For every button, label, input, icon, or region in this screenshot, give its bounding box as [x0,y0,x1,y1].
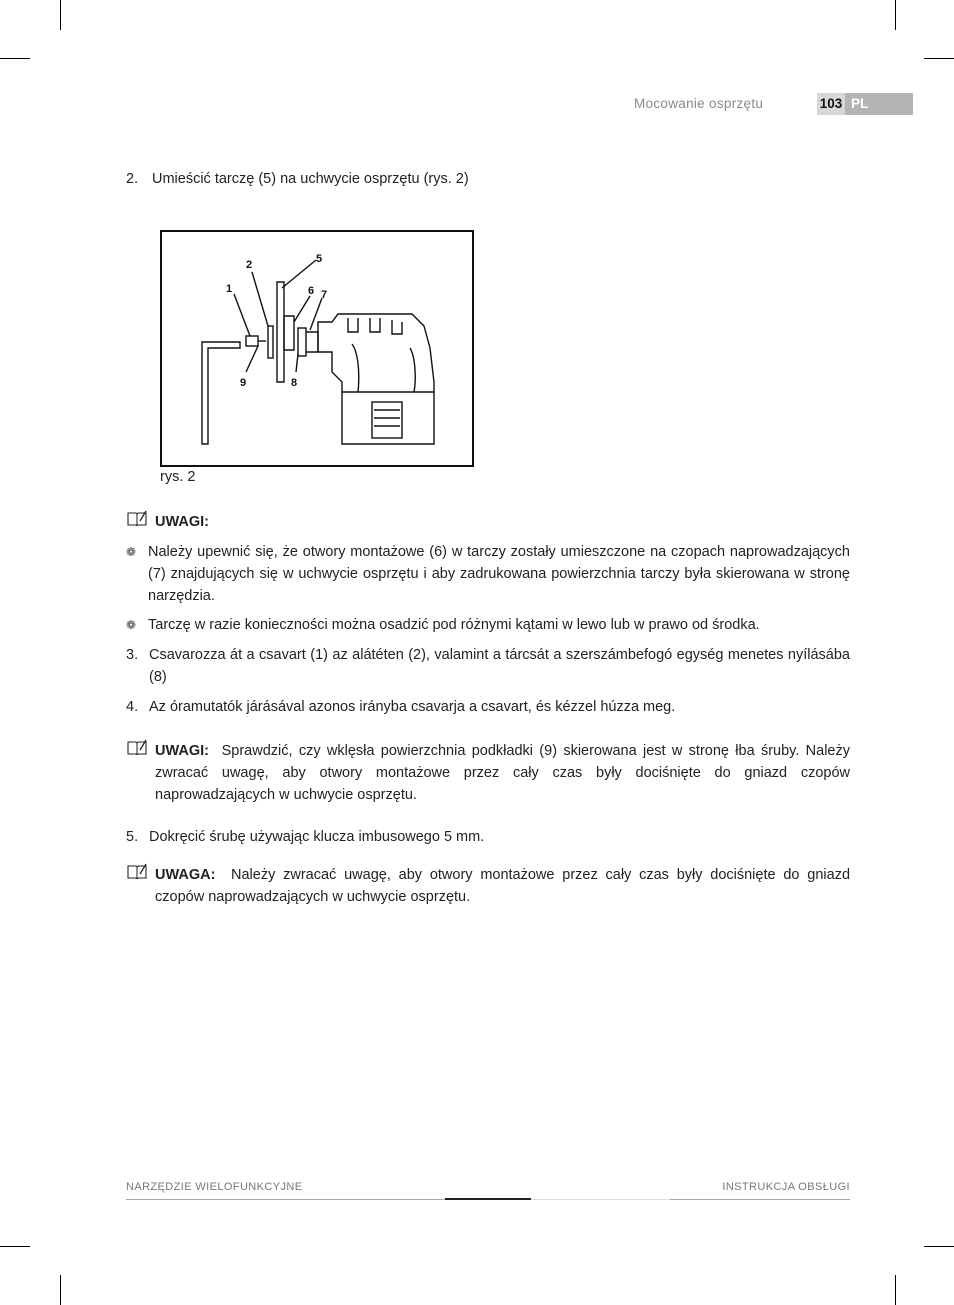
footer-right: INSTRUKCJA OBSŁUGI [722,1181,850,1193]
svg-text:5: 5 [316,253,323,265]
note-book-icon [127,863,147,879]
note-bullet-text: Tarczę w razie konieczności można osadzić pod różnymi kątami w lewo lub w prawo od środka. [148,617,760,633]
note-book-icon [127,510,147,526]
crop-mark [924,1246,954,1247]
step-number: 3. [126,647,139,663]
step-number: 4. [126,699,139,715]
note-book-icon [127,739,147,755]
svg-text:8: 8 [291,377,298,389]
step-text: Dokręcić śrubę używając klucza imbusowego 5 mm. [149,829,485,845]
section-title: Mocowanie osprzętu [634,96,764,111]
language-code: PL [851,96,869,111]
gear-bullet-icon: ❁ [126,545,137,559]
crop-mark [60,0,61,30]
step-text: Csavarozza át a csavart (1) az alátéten (2), valamint a tárcsát a szerszámbefogó egység menetes nyílásába (8) [149,647,850,685]
crop-mark [895,0,896,30]
svg-text:6: 6 [308,285,315,297]
footer-rule [126,1199,445,1200]
note-label: UWAGI: [155,743,209,759]
figure-rys2 [160,230,474,467]
note-label: UWAGI: [155,514,209,530]
step-number: 5. [126,829,139,845]
crop-mark [60,1275,61,1305]
page-number: 103 [817,93,845,115]
figure-caption: rys. 2 [160,469,196,485]
crop-mark [0,1246,30,1247]
footer-rule [531,1199,670,1200]
note-text: Należy zwracać uwagę, aby otwory montażowe przez cały czas były dociśnięte do gniazd czopów naprowadzających w uchwycie osprzętu. [155,867,851,905]
step-number: 2. [126,171,139,187]
note-paragraph [155,740,850,806]
footer-rule [670,1199,850,1200]
footer-left: NARZĘDZIE WIELOFUNKCYJNE [126,1181,303,1193]
gear-bullet-icon: ❁ [126,618,137,632]
svg-text:7: 7 [321,289,328,301]
crop-mark [924,58,954,59]
svg-text:9: 9 [240,377,247,389]
crop-mark [895,1275,896,1305]
svg-text:1: 1 [226,283,233,295]
crop-mark [0,58,30,59]
step-text: Az óramutatók járásával azonos irányba csavarja a csavart, és kézzel húzza meg. [149,699,676,715]
note-bullet-text: Należy upewnić się, że otwory montażowe (6) w tarczy zostały umieszczone na czopach naprowadzających (7) znajdujących się w uchwycie osprzętu i aby zadrukowana powierzchnia tarczy była skierowana w stronę narzędzia. [148,544,850,604]
svg-text:2: 2 [246,259,253,271]
note-label: UWAGA: [155,867,216,883]
note-paragraph [155,864,850,908]
note-text: Sprawdzić, czy wklęsła powierzchnia podkładki (9) skierowana jest w stronę łba śruby. Należy zwracać uwagę, aby otwory montażowe przez cały czas były dociśnięte do gniazd czopów naprowadzających w uchwycie osprzętu. [155,743,850,803]
step-text: Umieścić tarczę (5) na uchwycie osprzętu (rys. 2) [152,171,469,187]
tool-diagram [162,232,472,465]
footer-rule-accent [445,1198,531,1200]
